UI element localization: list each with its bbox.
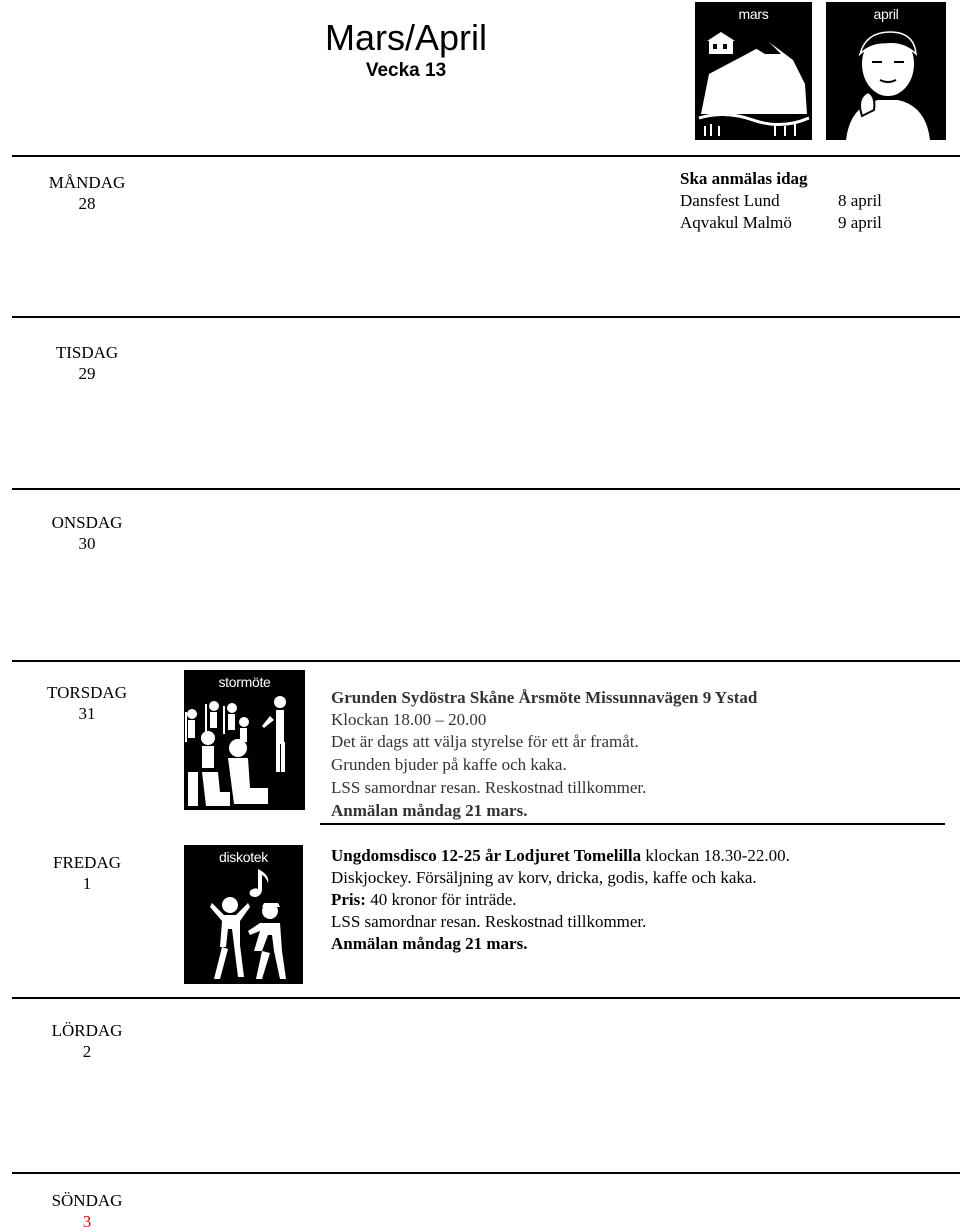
thinking-person-icon [826,24,946,140]
event-time: Klockan 18.00 – 20.00 [331,710,487,729]
day-number: 30 [78,534,96,553]
day-friday [12,852,162,894]
day-name: SÖNDAG [51,1191,123,1210]
stormote-pictogram-label: stormöte [218,674,271,690]
day-name: TISDAG [55,343,119,362]
day-name: TORSDAG [47,683,127,702]
notice-event-name: Dansfest Lund [680,191,780,210]
april-pictogram [826,2,946,140]
day-name: ONSDAG [51,513,123,532]
day-number: 31 [78,704,96,723]
snow-mountain-icon [695,24,812,140]
notice-event-date: 8 april [838,191,882,210]
day-wednesday [12,512,162,554]
event-signup: Anmälan måndag 21 mars. [331,801,528,820]
day-name: LÖRDAG [51,1021,123,1040]
music-note-icon [250,869,269,897]
diskotek-pictogram-label: diskotek [219,849,268,865]
day-number: 2 [82,1042,92,1061]
april-pictogram-label: april [873,6,899,22]
event-text-line: Grunden bjuder på kaffe och kaka. [331,755,567,774]
price-label: Pris: [331,890,366,909]
day-name: MÅNDAG [48,173,126,192]
event-text-line: LSS samordnar resan. Reskostnad tillkommer. [331,778,647,797]
day-saturday [12,1020,162,1062]
event-text-line: LSS samordnar resan. Reskostnad tillkommer. [331,912,647,931]
day-number: 1 [82,874,92,893]
divider-monday [12,155,960,157]
day-tuesday [12,342,162,384]
day-thursday [12,682,162,724]
dancing-people-icon [184,867,303,984]
notice-event-date: 9 april [838,213,882,232]
mars-pictogram-label: mars [738,6,769,22]
event-title: Grunden Sydöstra Skåne Årsmöte Missunnavägen 9 Ystad [331,688,758,707]
divider-tuesday [12,316,960,318]
notice-heading: Ska anmälas idag [680,169,808,188]
event-title [331,845,790,867]
day-monday [12,172,162,214]
day-sunday [12,1190,162,1232]
divider-thursday [12,660,960,662]
day-number: 28 [78,194,96,213]
diskotek-pictogram [184,845,303,984]
event-text-line: Diskjockey. Försäljning av korv, dricka, godis, kaffe och kaka. [331,868,757,887]
event-title-bold: Ungdomsdisco 12-25 år Lodjuret Tomelilla [331,846,642,865]
divider-friday [320,823,945,825]
week-label: Vecka 13 [365,60,447,81]
day-number: 29 [78,364,96,383]
meeting-icon [184,692,305,810]
notice-event-name: Aqvakul Malmö [680,213,792,232]
event-title-rest: klockan 18.30-22.00. [641,846,790,865]
divider-saturday [12,997,960,999]
divider-wednesday [12,488,960,490]
day-number: 3 [82,1212,92,1231]
mars-pictogram [695,2,812,140]
stormote-pictogram [184,670,305,810]
divider-sunday [12,1172,960,1174]
event-price [331,889,517,911]
event-signup: Anmälan måndag 21 mars. [331,934,528,953]
day-name: FREDAG [52,853,121,872]
event-text-line: Det är dags att välja styrelse för ett år framåt. [331,732,639,751]
price-value: 40 kronor för inträde. [365,890,517,909]
page-title: Mars/April [324,17,488,58]
